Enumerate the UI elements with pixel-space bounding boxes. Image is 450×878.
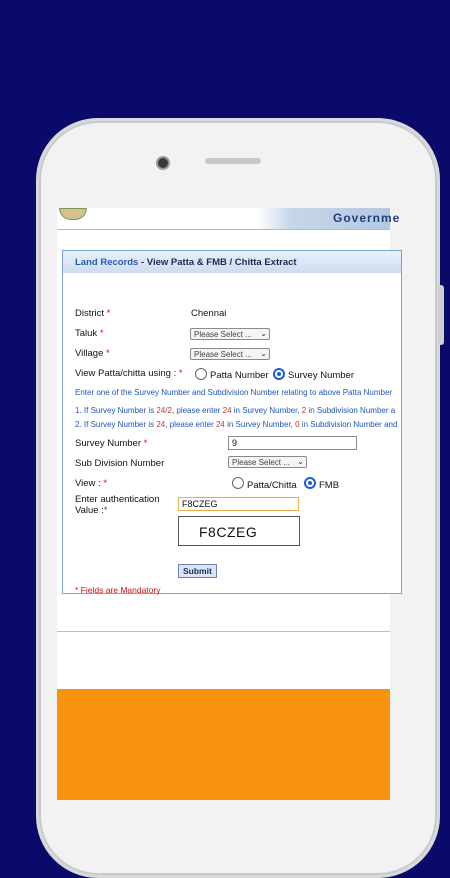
auth-value-input[interactable]: F8CZEG: [178, 497, 299, 511]
captcha-image: F8CZEG: [178, 516, 300, 546]
instruction-text: Enter one of the Survey Number and Subdivision Number relating to above Patta Number: [75, 388, 393, 397]
survey-number-input[interactable]: 9: [228, 436, 357, 450]
taluk-select[interactable]: Please Select ... ⌄: [190, 328, 270, 340]
government-title: Governme: [333, 211, 401, 225]
chevron-down-icon: ⌄: [297, 457, 304, 466]
sub-division-label: Sub Division Number: [75, 458, 165, 469]
mandatory-note: * Fields are Mandatory: [75, 585, 161, 595]
submit-button[interactable]: Submit: [178, 564, 217, 578]
front-camera: [156, 156, 170, 170]
example-line-2: 2. If Survey Number is 24, please enter 24 in Survey Number, 0 in Subdivision Number and: [75, 420, 398, 429]
government-header: [57, 208, 401, 230]
earpiece-speaker: [205, 158, 261, 164]
breadcrumb: [63, 251, 401, 273]
survey-number-radio[interactable]: [273, 368, 285, 380]
side-button: [438, 285, 444, 345]
patta-chitta-radio[interactable]: [232, 477, 244, 489]
sub-division-select[interactable]: Please Select ... ⌄: [228, 456, 307, 468]
survey-number-label: Survey Number *: [75, 438, 148, 449]
fmb-option-label: FMB: [319, 480, 340, 491]
breadcrumb-land-records-link[interactable]: Land Records: [75, 257, 139, 268]
district-value: Chennai: [191, 308, 227, 319]
patta-number-option-label: Patta Number: [210, 370, 269, 381]
footer-band: [57, 689, 390, 800]
taluk-label: Taluk *: [75, 328, 104, 339]
chevron-down-icon: ⌄: [260, 329, 267, 338]
patta-chitta-option-label: Patta/Chitta: [247, 480, 297, 491]
example-line-1: 1. If Survey Number is 24/2, please enter 24 in Survey Number, 2 in Subdivision Number a: [75, 406, 396, 415]
view-patta-using-label: View Patta/chitta using : *: [75, 368, 183, 379]
auth-label-line2: Value :*: [75, 505, 108, 516]
fmb-radio[interactable]: [304, 477, 316, 489]
district-label: District *: [75, 308, 111, 319]
village-label: Village *: [75, 348, 110, 359]
breadcrumb-current: - View Patta & FMB / Chitta Extract: [138, 257, 297, 268]
chevron-down-icon: ⌄: [260, 349, 267, 358]
auth-label-line1: Enter authentication: [75, 494, 160, 505]
divider: [57, 631, 390, 632]
phone-screen: [57, 208, 401, 800]
patta-number-radio[interactable]: [195, 368, 207, 380]
emblem-logo: [59, 208, 87, 220]
land-records-panel: [62, 250, 402, 594]
view-label: View : *: [75, 478, 108, 489]
survey-number-option-label: Survey Number: [288, 370, 354, 381]
village-select[interactable]: Please Select ... ⌄: [190, 348, 270, 360]
